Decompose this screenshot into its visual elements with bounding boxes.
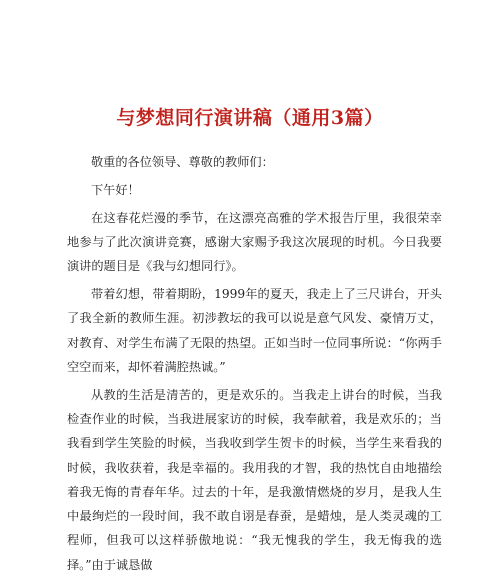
greeting-line: 下午好！ [91, 182, 140, 197]
document-title: 与梦想同行演讲稿（通用3篇） [116, 107, 384, 129]
paragraph: 在这春花烂漫的季节，在这漂亮高雅的学术报告厅里，我很荣幸地参与了此次演讲竞赛，感谢大家赐予我这次展现的时机。今日我要演讲的题目是《我与幻想同行》。 [67, 210, 442, 274]
document-body [67, 150, 442, 581]
paragraph: 从教的生活是清苦的，更是欢乐的。当我走上讲台的时候，当我检查作业的时候，当我进展家访的时候，我奉献着，我是欢乐的；当我看到学生笑脸的时候，当我收到学生贺卡的时候，当学生来看我的时候，我收获着，我是幸福的。我用我的才智，我的热忱自由地描绘着我无悔的青春年华。过去的十年，是我激情燃烧的岁月，是我人生中最绚烂的一段时间，我不敢自诩是春蚕，是蜡烛，是人类灵魂的工程师，但我可以这样骄傲地说：“我无愧我的学生，我无悔我的选择。”由于诚恳做 [67, 387, 442, 572]
salutation-line: 敬重的各位领导、尊敬的教师们： [91, 155, 274, 169]
paragraph: 带着幻想，带着期盼，1999年的夏天，我走上了三尺讲台，开头了我全新的教师生涯。初涉教坛的我可以说是意气风发、豪情万丈，对教育、对学生布满了无限的热望。正如当时一位同事所说：“你两手空空而来，却怀着满腔热诚。” [67, 286, 442, 374]
